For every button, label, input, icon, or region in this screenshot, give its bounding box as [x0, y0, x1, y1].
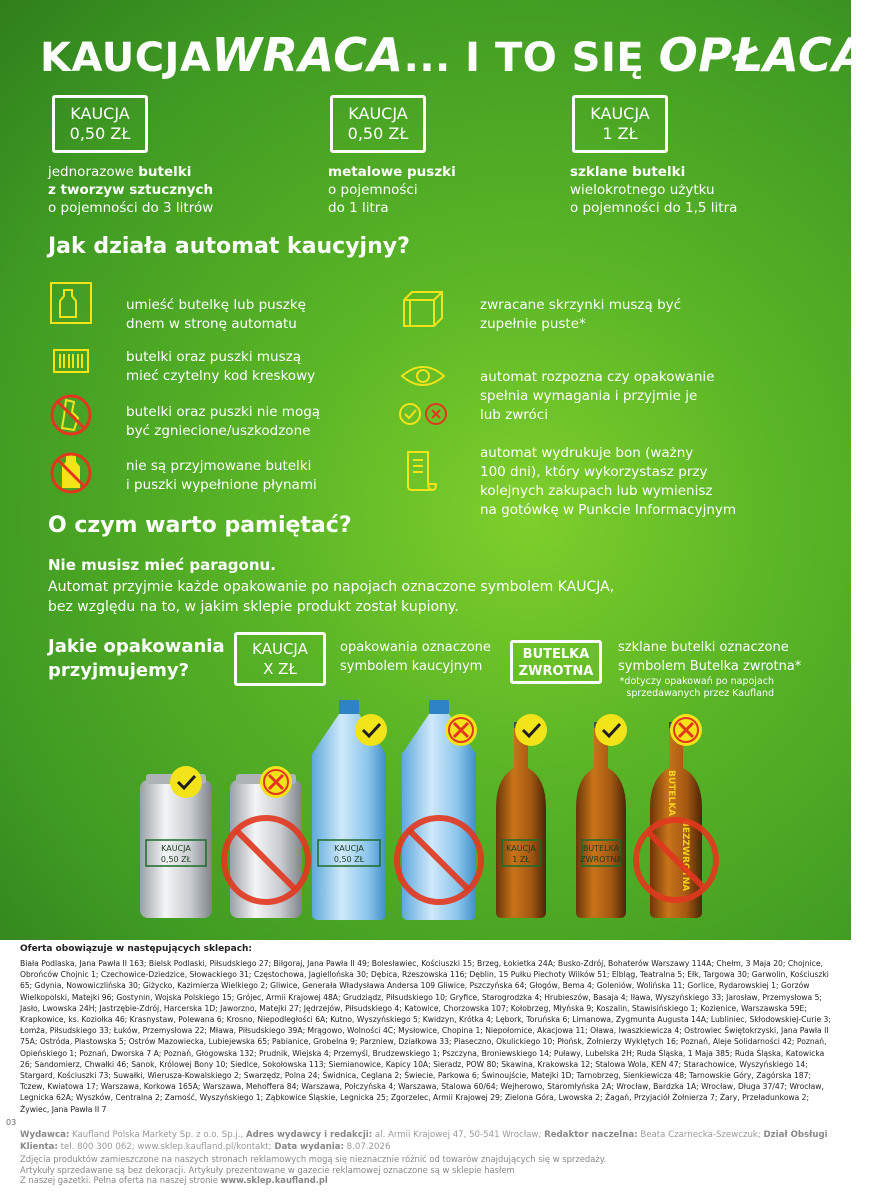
- deposit-label-line2: 0,50 ZŁ: [333, 855, 365, 864]
- note-line: *dotyczy opakowań po napojach: [619, 676, 774, 687]
- imprint-label: Redaktor naczelna:: [544, 1130, 638, 1140]
- desc-text: o pojemności: [328, 182, 418, 198]
- symbol-label: ZWROTNA: [518, 664, 594, 679]
- bottle-body: [576, 728, 626, 918]
- imprint-value: tel. 800 300 062; www.sklep.kaufland.pl/kontakt;: [60, 1141, 272, 1152]
- step-text: 100 dni), który wykorzystasz przy: [480, 464, 708, 480]
- deposit-desc-glass: [570, 163, 737, 217]
- kaucja-box-label: KAUCJA: [348, 104, 408, 123]
- sym-desc-line: symbolem Butelka zwrotna*: [618, 659, 802, 674]
- headline-part2: WRACA: [211, 28, 404, 82]
- products-illustration: [130, 700, 750, 920]
- imprint-label: Data wydania:: [274, 1141, 344, 1152]
- imprint-value: Beata Czarnecka-Szewczuk;: [640, 1130, 761, 1140]
- deposit-label-line2: ZWROTNA: [580, 855, 622, 864]
- sym1-desc: [340, 638, 510, 676]
- step-left-4: [126, 457, 426, 495]
- imprint-value: Kaufland Polska Markety Sp. z o.o. Sp.j.,: [72, 1130, 244, 1140]
- deposit-label-line1: KAUCJA: [161, 844, 191, 853]
- step-text: zwracane skrzynki muszą być: [480, 297, 682, 313]
- accepted-check-icon: [355, 714, 387, 746]
- deposit-label-line1: BUTELKA: [666, 770, 676, 817]
- product-beer: [576, 714, 627, 918]
- desc-text: do 1 litra: [328, 200, 389, 216]
- symbol-label: KAUCJA: [252, 640, 308, 658]
- step-left-1: [126, 296, 426, 334]
- page-number: 03: [6, 1118, 17, 1127]
- accepted-check-icon: [595, 714, 627, 746]
- crate-icon: [398, 284, 448, 334]
- sym-desc-line: opakowania oznaczone: [340, 640, 491, 655]
- barcode-icon: [48, 338, 94, 384]
- deposit-label-line1: KAUCJA: [334, 844, 364, 853]
- how-title: Jak działa automat kaucyjny?: [48, 234, 410, 259]
- bottle-body: [496, 728, 546, 918]
- step-text: butelki oraz puszki muszą: [126, 349, 301, 365]
- step-text: dnem w stronę automatu: [126, 316, 297, 332]
- deposit-desc-plastic: [48, 163, 213, 217]
- bottle-cap: [339, 700, 359, 714]
- symbol-value: X ZŁ: [263, 660, 297, 678]
- imprint-value: 8.07.2026: [346, 1141, 391, 1152]
- rejected-cross-icon: [670, 714, 702, 746]
- kaucja-symbol-plastic: [52, 95, 148, 153]
- rejected-cross-icon: [445, 714, 477, 746]
- deposit-label-line2: BEZZWROTNA: [680, 820, 690, 892]
- desc-text: wielokrotnego użytku: [570, 182, 715, 198]
- imprint-label: Dział Obsługi Klienta:: [20, 1130, 828, 1152]
- remember-line: bez względu na to, w jakim sklepie produkt został kupiony.: [48, 599, 459, 615]
- deposit-label-line2: 1 ZŁ: [512, 855, 530, 864]
- product-beer: [636, 714, 716, 918]
- disclaimer-line: Artykuły sprzedawane są bez dekoracji. Artykuły prezentowane w gazecie reklamowej oznaczone są w sklepie hasłem: [20, 1164, 515, 1175]
- imprint-value: al. Armii Krajowej 47, 50-541 Wrocław;: [374, 1130, 542, 1140]
- product-can: [224, 766, 308, 918]
- imprint-label: Adres wydawcy i redakcji:: [246, 1130, 373, 1140]
- accepted-title: [48, 635, 225, 683]
- headline: [40, 28, 890, 82]
- sym-desc-line: szklane butelki oznaczone: [618, 640, 789, 655]
- shop-link[interactable]: www.sklep.kaufland.pl: [220, 1175, 328, 1185]
- asterisk-note: [560, 676, 774, 700]
- headline-part1: KAUCJA: [40, 35, 212, 81]
- no-receipt-note: Nie musisz mieć paragonu.: [48, 556, 276, 574]
- stores-title: Oferta obowiązuje w następujących sklepach:: [20, 944, 253, 954]
- step-text: i puszki wypełnione płynami: [126, 477, 317, 493]
- kaucja-box-value: 0,50 ZŁ: [69, 124, 131, 143]
- deposit-desc-can: [328, 163, 456, 217]
- desc-text: o pojemności do 3 litrów: [48, 200, 214, 216]
- desc-bold: butelki: [138, 164, 192, 180]
- step-text: automat wydrukuje bon (ważny: [480, 445, 694, 461]
- stores-list: Biała Podlaska, Jana Pawła II 163; Bielsk Podlaski, Piłsudskiego 27; Biłgoraj, Jana Pawła II 49; Bolesławiec, Kościuszki 15; Brzeg, Łokietka 24A; Busko-Zdrój, Bohaterów Warszawy 114A; Chełm, 3 Maja 20; Chojnice, Obrońców Chojnic 1; Czechowice-Dziedzice, Słowackiego 31; Częstochowa, Jagiellońska 30; Dębica, Rzeszowska 116; Dęblin, 15 Pułku Piechoty Wilków 51; Elbląg, Teatralna 5; Ełk, Targowa 30; Garwolin, Kościuszki 65; Gdynia, Nowowiczlińska 30; Giżycko, Kazimierza Wielkiego 2; Gliwice, Generała Władysława Andersa 109 Gliwice, Pszczyńska 64; Głogów, Bema 4; Goleniów, Wolińska 11; Gorlice, Rydarowskiej 1; Gorzów Wielkopolski, Matejki 96; Gostynin, Wojska Polskiego 15; Grójec, Armii Krajowej 48A; Grudziądz, Piłsudskiego 10; Gryfice, Starogrodzka 4; Hrubieszów, Basaja 4; Iława, Wyszyńskiego 33; Jarosław, Przemysłowa 5; Jasło, Lwowska 24H; Jastrzębie-Zdrój, Harcerska 1D; Jaworzno, Matejki 27; Jędrzejów, Piłsudskiego 4; Katowice, Chorzowska 107; Kołobrzeg, Młyńska 9; Koszalin, Stawisińskiego 1; Kozienice, Warszawska 59E; Krapkowice, ks. Koziołka 46; Krasnystaw, Polewana 6; Krosno, Niepodległości 6A; Kutno, Wyszyńskiego 5; Kwidzyn, Krótka 4; Lębork, Toruńska 6; Limanowa, Zygmunta Augusta 14A; Lubliniec, Skłodowskiej-Curie 3; Łomża, Piłsudskiego 33; Łuków, Przemysłowa 22; Mława, Piłsudskiego 39A; Mrągowo, Wolności 4C; Mysłowice, Chopina 1; Niepołomice, Akacjowa 11; Oława, Iwaszkiewicza 4; Ostrowiec Świętokrzyski, Jana Pawła II 75A; Ostróda, Piastowska 5; Ostrów Mazowiecka, Lubiejewska 65; Pabianice, Grobelna 9; Parzniew, Działkowa 33; Piaseczno, Okulickiego 10; Płońsk, Żołnierzy Wyklętych 16; Poznań, Aleje Solidarności 42; Poznań, Opieńskiego 1; Poznań, Dworska 7 A; Poznań, Głogowska 132; Prudnik, Wiejska 4; Przemyśl, Brudzewskiego 1; Pszczyna, Broniewskiego 14; Puławy, Lubelska 2H; Ruda Śląska, 1 Maja 385; Ruda Śląska, Katowicka 26; Sandomierz, Chwałki 46; Sanok, Królowej Bony 10; Siedlce, Sokołowska 113; Siemianowice, Kapicy 10A; Sieradz, POW 80; Skawina, Krakowska 12; Stalowa Wola, KEN 47; Starachowice, Wyszyńskiego 14; Stargard, Kościuszki 73; Suwałki, Wierusza-Kowalskiego 2; Swarzędz, Polna 24; Świdnica, Ceglana 2; Świecie, Parkowa 6; Świnoujście, Matejki 1D; Tarnobrzeg, Sienkiewicza 48; Tarnowskie Góry, Zagórska 187; Tczew, Kwiatowa 17; Warszawa, Korkowa 165A; Warszawa, Mehoffera 84; Warszawa, Połczyńska 4; Warszawa, Stalowa 60/64; Wejherowo, Staromłyńska 2A; Wrocław, Bardzka 1A; Wrocław, Długa 37/47; Wrocław, Legnicka 62A; Wyszków, Centralna 2; Zamość, Wyszyńskiego 1; Ząbkowice Śląskie, Legnicka 25; Zgorzelec, Armii Krajowej 29; Zielona Góra, Lwowska 2; Żagań, Przyjaciół Żołnierza 7; Żary, Przeładunkowa 2; Żywiec, Jana Pawła II 7: [20, 959, 831, 1114]
- bottle-cap: [429, 700, 449, 714]
- badge-circle: [515, 714, 547, 746]
- step-text: butelki oraz puszki nie mogą: [126, 404, 321, 420]
- crushed-bottle-forbidden-icon: [48, 392, 94, 438]
- step-text: być zgniecione/uszkodzone: [126, 423, 311, 439]
- deposit-label-line1: BUTELKA: [582, 844, 620, 853]
- step-right-2: [480, 368, 780, 425]
- kaucja-box-value: 1 ZŁ: [602, 124, 638, 143]
- kaucja-symbol-glass: [572, 95, 668, 153]
- accepted-title-line: Jakie opakowania: [48, 636, 225, 657]
- step-text: lub zwróci: [480, 407, 548, 423]
- disclaimer-line: Z naszej gazetki. Pełna oferta na naszej stronie: [20, 1175, 218, 1185]
- desc-text: o pojemności do 1,5 litra: [570, 200, 738, 216]
- kaucja-box-label: KAUCJA: [590, 104, 650, 123]
- product-beer: [496, 714, 547, 918]
- step-text: spełnia wymagania i przyjmie je: [480, 388, 698, 404]
- liquid-bottle-forbidden-icon: [48, 450, 94, 496]
- accepted-check-icon: [170, 766, 202, 798]
- remember-title: O czym warto pamiętać?: [48, 513, 352, 538]
- sym2-desc: [618, 638, 838, 676]
- sym-desc-line: symbolem kaucyjnym: [340, 659, 483, 674]
- imprint: [20, 1130, 835, 1153]
- accepted-check-icon: [515, 714, 547, 746]
- imprint-label: Wydawca:: [20, 1130, 70, 1140]
- badge-circle: [355, 714, 387, 746]
- receipt-icon: [402, 448, 442, 494]
- deposit-label-line2: 0,50 ZŁ: [160, 855, 192, 864]
- badge-circle: [595, 714, 627, 746]
- kaucja-symbol-can: [330, 95, 426, 153]
- step-right-3: [480, 444, 780, 520]
- note-line: sprzedawanych przez Kaufland: [626, 688, 774, 699]
- step-left-3: [126, 403, 426, 441]
- product-water: [312, 700, 387, 920]
- products-group: [140, 700, 716, 920]
- bottle-insert-icon: [48, 280, 94, 326]
- deposit-label-line1: KAUCJA: [506, 844, 536, 853]
- step-left-2: [126, 348, 426, 386]
- disclaimer: [20, 1154, 835, 1186]
- symbol-label: BUTELKA: [522, 647, 590, 662]
- step-text: mieć czytelny kod kreskowy: [126, 368, 316, 384]
- product-can: [140, 766, 212, 918]
- remember-text: [48, 577, 668, 617]
- kaucja-box-value: 0,50 ZŁ: [347, 124, 409, 143]
- accepted-title-line: przyjmujemy?: [48, 660, 190, 681]
- kaucja-x-symbol: [234, 632, 326, 686]
- can-body: [230, 780, 302, 918]
- desc-text: jednorazowe: [48, 164, 134, 180]
- disclaimer-line: Zdjęcia produktów zamieszczone na naszych stronach reklamowych mogą się nieznacznie różnić od towarów znajdujących się w sprzedaży.: [20, 1154, 607, 1164]
- step-text: umieść butelkę lub puszkę: [126, 297, 306, 313]
- cross-small-icon: [424, 402, 448, 426]
- product-water: [397, 700, 481, 920]
- desc-bold: szklane butelki: [570, 164, 686, 180]
- check-small-icon: [398, 402, 422, 426]
- step-text: zupełnie puste*: [480, 316, 586, 332]
- kaucja-box-label: KAUCJA: [70, 104, 130, 123]
- step-text: automat rozpozna czy opakowanie: [480, 369, 715, 385]
- desc-bold: metalowe puszki: [328, 164, 456, 180]
- remember-line: Automat przyjmie każde opakowanie po napojach oznaczone symbolem KAUCJA,: [48, 579, 615, 595]
- step-text: nie są przyjmowane butelki: [126, 458, 312, 474]
- step-text: kolejnych zakupach lub wymienisz: [480, 483, 713, 499]
- headline-part3: ... I TO SIĘ: [403, 35, 645, 81]
- desc-bold: z tworzyw sztucznych: [48, 182, 214, 198]
- rejected-cross-icon: [260, 766, 292, 798]
- headline-part4: OPŁACA!: [658, 28, 890, 82]
- step-text: na gotówkę w Punkcie Informacyjnym: [480, 502, 737, 518]
- eye-icon: [398, 360, 448, 390]
- step-right-1: [480, 296, 780, 334]
- badge-circle: [170, 766, 202, 798]
